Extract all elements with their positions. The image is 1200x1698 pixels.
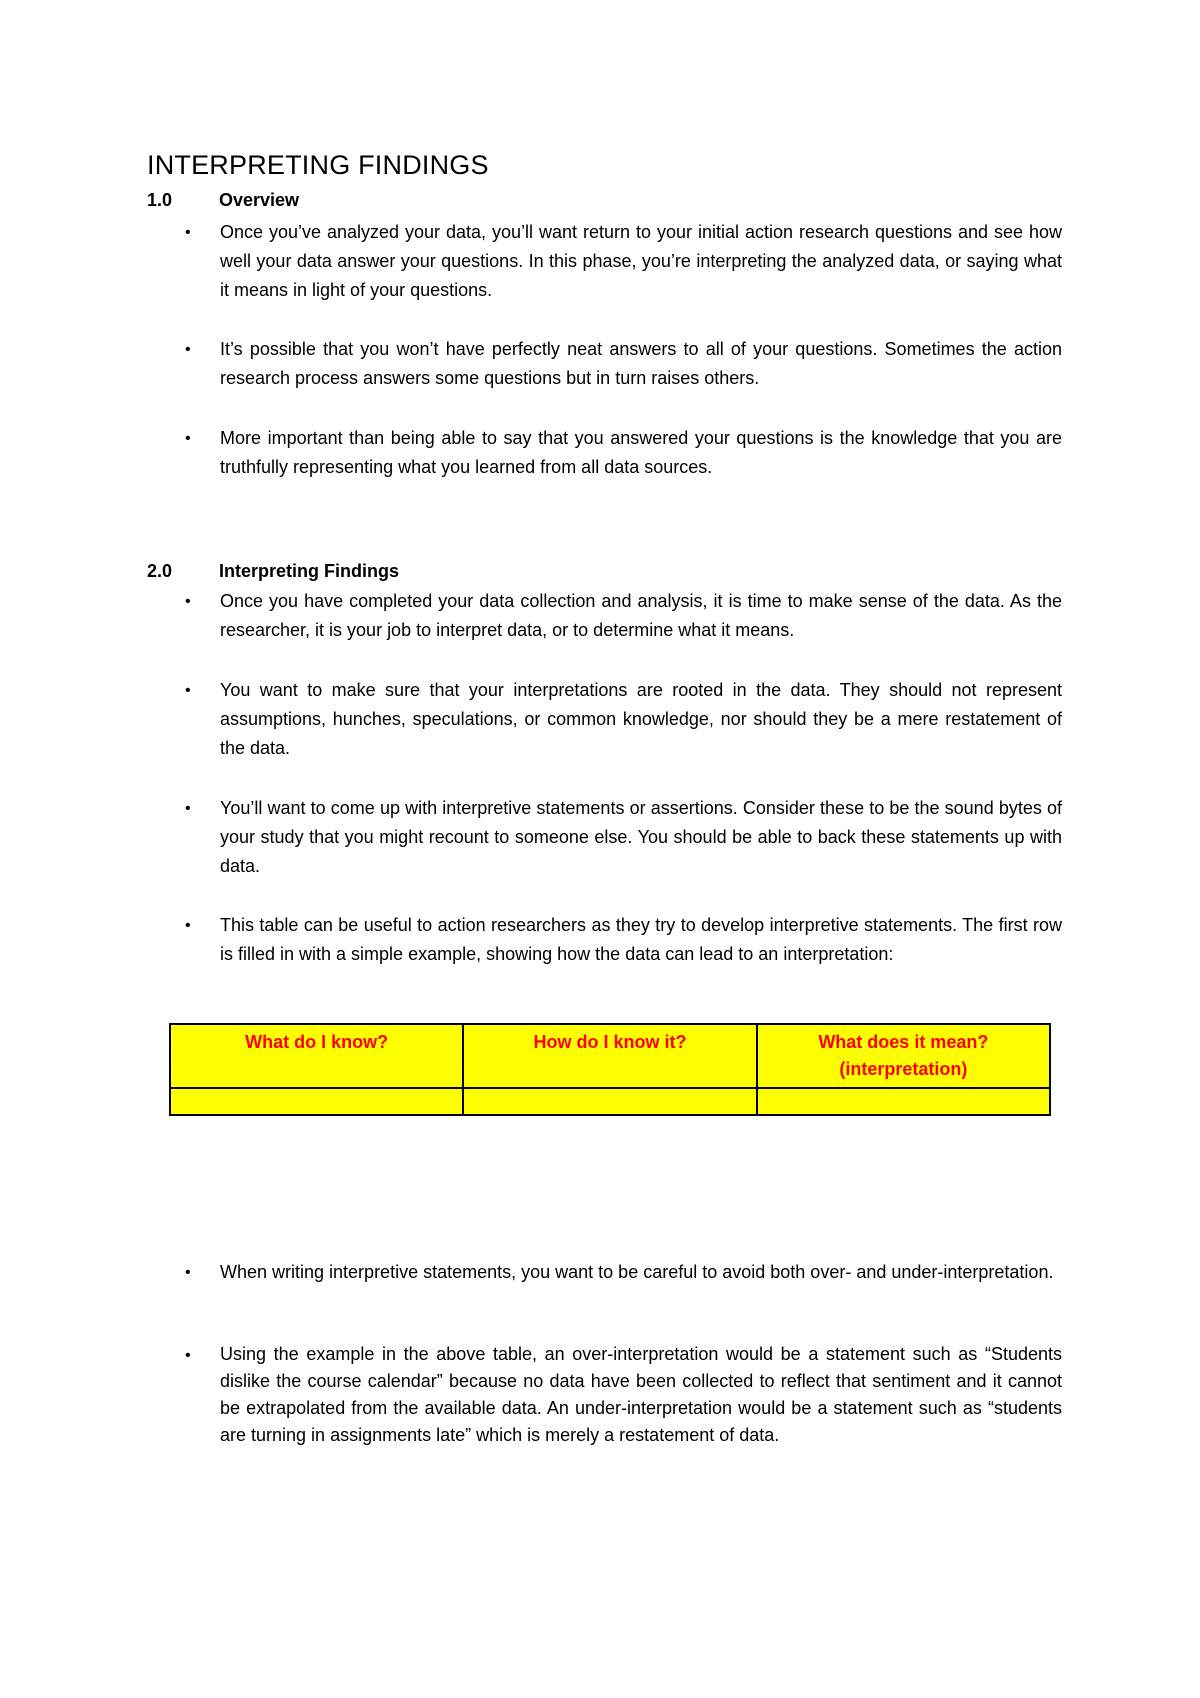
bullet-icon: • <box>185 800 191 817</box>
section-heading-interpreting-findings <box>147 561 399 582</box>
section-number: 2.0 <box>147 561 173 581</box>
table-cell <box>463 1088 756 1115</box>
page-title: INTERPRETING FINDINGS <box>147 150 489 180</box>
section-number: 1.0 <box>147 190 173 210</box>
bullet-icon: • <box>185 1264 191 1281</box>
bullet-icon: • <box>185 682 191 699</box>
section-title: Interpreting Findings <box>219 561 399 581</box>
table-header-row <box>170 1024 1050 1088</box>
table-header-what-does-it-mean: What does it mean? (interpretation) <box>757 1024 1050 1088</box>
list-item: Once you’ve analyzed your data, you’ll want return to your initial action research questions and see how well your data answer your questions. In this phase, you’re interpreting the analyzed data, or saying what it means in light of your questions. <box>220 222 1062 300</box>
bullet-icon: • <box>185 1347 191 1364</box>
list-item: You’ll want to come up with interpretive statements or assertions. Consider these to be the sound bytes of your study that you might recount to someone else. You should be able to back these statements up with data. <box>220 798 1062 876</box>
interpretation-table <box>169 1023 1051 1116</box>
list-item: More important than being able to say that you answered your questions is the knowledge that you are truthfully representing what you learned from all data sources. <box>220 428 1062 477</box>
list-item: It’s possible that you won’t have perfectly neat answers to all of your questions. Sometimes the action research process answers some questions but in turn raises others. <box>220 339 1062 388</box>
table-cell <box>170 1088 463 1115</box>
section-title: Overview <box>219 190 300 210</box>
table-cell <box>757 1088 1050 1115</box>
list-item: This table can be useful to action researchers as they try to develop interpretive statements. The first row is filled in with a simple example, showing how the data can lead to an interpretation: <box>220 915 1062 964</box>
bullet-icon: • <box>185 593 191 610</box>
table-row <box>170 1088 1050 1115</box>
bullet-icon: • <box>185 341 191 358</box>
bullet-icon: • <box>185 917 191 934</box>
table-header-what-do-i-know: What do I know? <box>170 1024 463 1088</box>
list-item: When writing interpretive statements, you want to be careful to avoid both over- and under-interpretation. <box>220 1262 1054 1282</box>
list-item: Using the example in the above table, an over-interpretation would be a statement such as “Students dislike the course calendar” because no data have been collected to reflect that sentiment and it cannot be extrapolated from the available data. An under-interpretation would be a statement such as “students are turning in assignments late” which is merely a restatement of data. <box>220 1344 1062 1445</box>
list-item: You want to make sure that your interpretations are rooted in the data. They should not represent assumptions, hunches, speculations, or common knowledge, nor should they be a mere restatement of the data. <box>220 680 1062 758</box>
table-header-how-do-i-know-it: How do I know it? <box>463 1024 756 1088</box>
bullet-icon: • <box>185 224 191 241</box>
list-item: Once you have completed your data collection and analysis, it is time to make sense of the data. As the researcher, it is your job to interpret data, or to determine what it means. <box>220 591 1062 640</box>
bullet-icon: • <box>185 430 191 447</box>
section-heading-overview <box>147 190 299 211</box>
